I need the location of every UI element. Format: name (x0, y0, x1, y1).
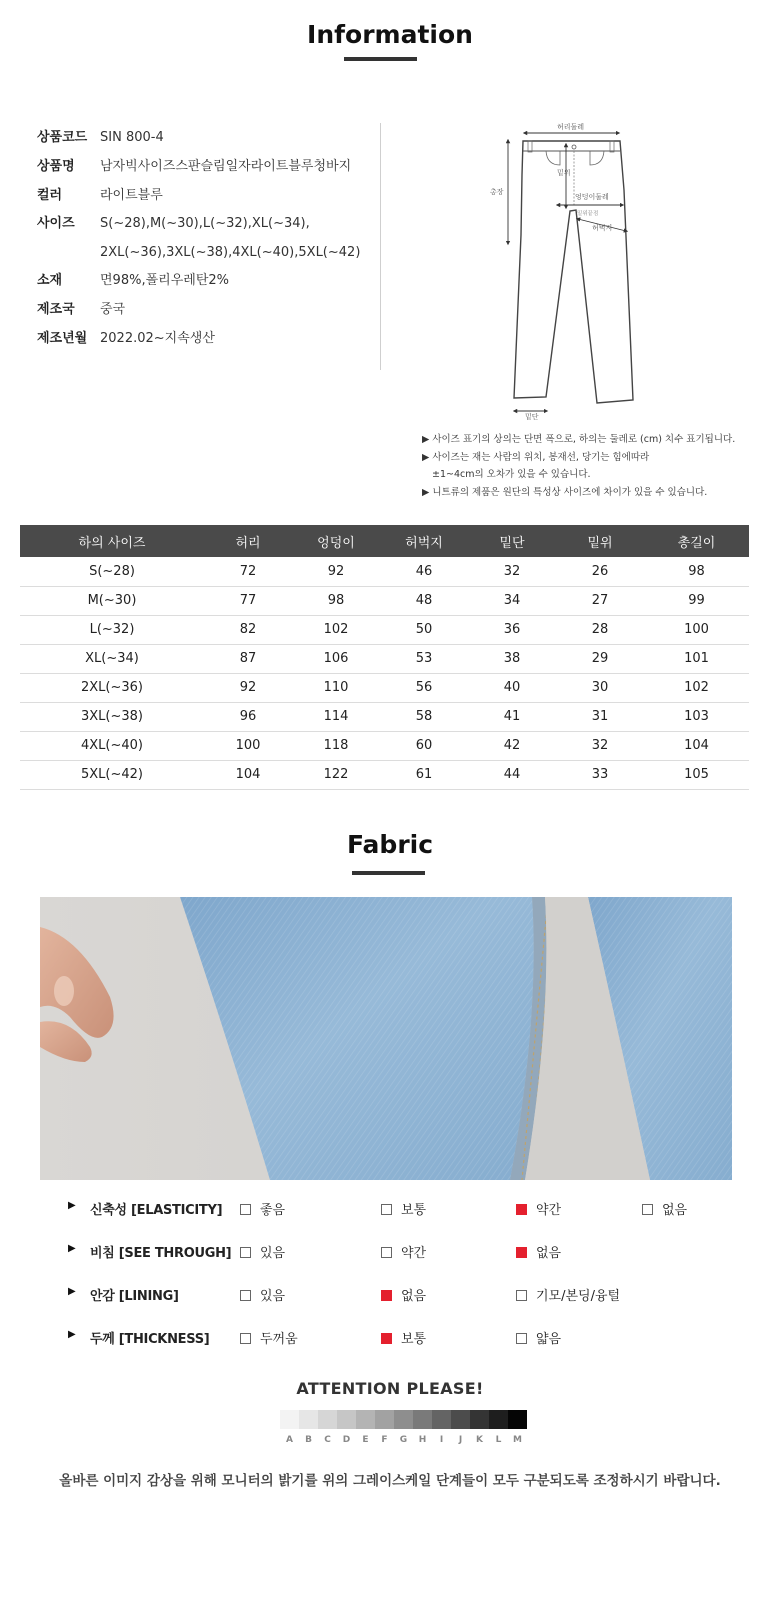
info-label: 컬러 (37, 188, 63, 203)
checkbox (516, 1333, 527, 1344)
table-cell: 102 (292, 615, 380, 644)
diagram-label-total-length: 총장 (490, 188, 504, 196)
column-header: 허벅지 (380, 525, 468, 557)
grayscale-swatch (394, 1410, 413, 1429)
info-value: S(~28),M(~30),L(~32),XL(~34), (100, 216, 310, 231)
table-cell: 61 (380, 760, 468, 789)
column-header: 밑단 (468, 525, 556, 557)
table-row (20, 731, 749, 760)
table-cell: 104 (204, 760, 292, 789)
table-row (20, 557, 749, 586)
pants-measurement-diagram (480, 115, 650, 425)
table-cell: 118 (292, 731, 380, 760)
info-value: 2022.02~지속생산 (100, 331, 215, 346)
table-cell: 87 (204, 644, 292, 673)
table-cell: 5XL(~42) (20, 760, 204, 789)
checkbox (642, 1204, 653, 1215)
table-cell: 92 (204, 673, 292, 702)
table-cell: 104 (644, 731, 749, 760)
table-row (20, 615, 749, 644)
table-cell: 102 (644, 673, 749, 702)
grayscale-swatch (337, 1410, 356, 1429)
option-none (516, 1242, 561, 1261)
option-label: 약간 (536, 1203, 562, 1218)
checkbox (240, 1290, 251, 1301)
table-cell: 105 (644, 760, 749, 789)
grayscale-swatch (299, 1410, 318, 1429)
table-cell: 30 (556, 673, 644, 702)
grayscale-letter: H (418, 1435, 427, 1445)
grayscale-swatch (432, 1410, 451, 1429)
grayscale-letter: J (458, 1435, 463, 1445)
size-table-header (20, 525, 749, 557)
option-label: 없음 (536, 1246, 562, 1261)
info-label: 제조국 (37, 302, 75, 317)
attention-title: ATTENTION PLEASE! (296, 1379, 484, 1398)
diagram-label-crotch-point: 밑위끝점 (577, 211, 599, 217)
info-label: 제조년월 (37, 331, 88, 346)
option-label: 있음 (260, 1289, 286, 1304)
checkbox (240, 1247, 251, 1258)
table-cell: 53 (380, 644, 468, 673)
option-slight (381, 1242, 426, 1261)
option-normal (381, 1328, 426, 1347)
attribute-label: 두께 [THICKNESS] (90, 1332, 210, 1347)
table-cell: 41 (468, 702, 556, 731)
table-cell: 33 (556, 760, 644, 789)
diagram-label-thigh: 허벅지 (592, 224, 613, 232)
table-cell: 77 (204, 586, 292, 615)
option-thin (516, 1328, 561, 1347)
info-value: 2XL(~36),3XL(~38),4XL(~40),5XL(~42) (100, 245, 361, 260)
grayscale-swatch (356, 1410, 375, 1429)
table-cell: 101 (644, 644, 749, 673)
option-label: 있음 (260, 1246, 286, 1261)
table-cell: XL(~34) (20, 644, 204, 673)
size-note: ±1~4cm의 오차가 있을 수 있습니다. (432, 469, 591, 480)
grayscale-letter: L (495, 1435, 502, 1445)
table-cell: M(~30) (20, 586, 204, 615)
grayscale-swatch (280, 1410, 299, 1429)
option-yes (240, 1242, 285, 1261)
option-yes (240, 1285, 285, 1304)
information-title-underline (344, 57, 417, 61)
table-cell: 92 (292, 557, 380, 586)
table-cell: 98 (644, 557, 749, 586)
table-cell: 3XL(~38) (20, 702, 204, 731)
table-cell: 27 (556, 586, 644, 615)
table-cell: 106 (292, 644, 380, 673)
grayscale-letter: I (439, 1435, 444, 1445)
option-label: 기모/본딩/융털 (536, 1289, 621, 1304)
size-note: ▶ 니트류의 제품은 원단의 특성상 사이즈에 차이가 있을 수 있습니다. (422, 486, 708, 498)
info-label: 사이즈 (37, 216, 75, 231)
denim-photo-icon (40, 897, 732, 1180)
pants-outline-icon (480, 115, 650, 425)
diagram-label-waist: 허리둘레 (557, 123, 585, 131)
info-value: SIN 800-4 (100, 130, 164, 145)
grayscale-letter: E (362, 1435, 369, 1445)
option-label: 얇음 (536, 1332, 562, 1347)
grayscale-swatch (318, 1410, 337, 1429)
diagram-label-rise: 밑위 (557, 169, 571, 177)
triangle-bullet-icon: ▶ (68, 1243, 76, 1254)
grayscale-letter: D (342, 1435, 351, 1445)
grayscale-swatch (489, 1410, 508, 1429)
triangle-bullet-icon: ▶ (68, 1200, 76, 1211)
table-row (20, 644, 749, 673)
table-cell: 38 (468, 644, 556, 673)
table-cell: 82 (204, 615, 292, 644)
triangle-bullet-icon: ▶ (68, 1286, 76, 1297)
table-cell: 98 (292, 586, 380, 615)
attribute-label: 안감 [LINING] (90, 1289, 179, 1304)
option-label: 보통 (401, 1203, 427, 1218)
table-cell: 36 (468, 615, 556, 644)
checkbox (381, 1204, 392, 1215)
checkbox-checked (381, 1290, 392, 1301)
grayscale-letter: F (381, 1435, 388, 1445)
option-slight (516, 1199, 561, 1218)
table-cell: 100 (204, 731, 292, 760)
grayscale-swatch (413, 1410, 432, 1429)
table-row (20, 673, 749, 702)
information-title: Information (307, 20, 473, 49)
grayscale-letter: M (513, 1435, 522, 1445)
checkbox (516, 1290, 527, 1301)
attention-note: 올바른 이미지 감상을 위해 모니터의 밝기를 위의 그레이스케일 단계들이 모두 구분되도록 조정하시기 바랍니다. (59, 1473, 721, 1489)
table-cell: 56 (380, 673, 468, 702)
attribute-row-thickness (68, 1328, 748, 1348)
attribute-label: 신축성 [ELASTICITY] (90, 1203, 223, 1218)
option-none (381, 1285, 426, 1304)
option-label: 좋음 (260, 1203, 286, 1218)
attribute-row-see-through (68, 1242, 748, 1262)
column-header: 엉덩이 (292, 525, 380, 557)
grayscale-swatch (470, 1410, 489, 1429)
table-cell: 32 (556, 731, 644, 760)
grayscale-letter: K (476, 1435, 483, 1445)
table-cell: 31 (556, 702, 644, 731)
grayscale-letter: G (399, 1435, 408, 1445)
grayscale-swatch (451, 1410, 470, 1429)
table-cell: 122 (292, 760, 380, 789)
table-cell: 110 (292, 673, 380, 702)
fabric-title-underline (352, 871, 425, 875)
info-label: 상품코드 (37, 130, 88, 145)
table-row (20, 760, 749, 789)
grayscale-letter: B (305, 1435, 312, 1445)
column-header: 밑위 (556, 525, 644, 557)
info-value: 면98%,폴리우레탄2% (100, 273, 229, 288)
attribute-row-elasticity (68, 1199, 748, 1219)
grayscale-letter: C (324, 1435, 331, 1445)
option-label: 보통 (401, 1332, 427, 1347)
attribute-row-lining (68, 1285, 748, 1305)
option-label: 두꺼움 (260, 1332, 298, 1347)
table-cell: 2XL(~36) (20, 673, 204, 702)
table-cell: 44 (468, 760, 556, 789)
table-row (20, 702, 749, 731)
table-cell: 40 (468, 673, 556, 702)
size-note: ▶ 사이즈 표기의 상의는 단면 폭으로, 하의는 둘레로 (cm) 치수 표기됩니다. (422, 434, 736, 445)
column-header: 허리 (204, 525, 292, 557)
attribute-label: 비침 [SEE THROUGH] (90, 1246, 232, 1261)
grayscale-swatch (508, 1410, 527, 1429)
table-cell: 100 (644, 615, 749, 644)
grayscale-letter: A (286, 1435, 293, 1445)
table-cell: 103 (644, 702, 749, 731)
grayscale-letters (280, 1435, 527, 1445)
table-cell: 72 (204, 557, 292, 586)
table-cell: 32 (468, 557, 556, 586)
table-cell: 28 (556, 615, 644, 644)
table-cell: 58 (380, 702, 468, 731)
table-cell: 50 (380, 615, 468, 644)
option-label: 없음 (662, 1203, 688, 1218)
option-none (642, 1199, 687, 1218)
info-value: 남자빅사이즈스판슬림일자라이트블루청바지 (100, 159, 352, 174)
diagram-label-hem: 밑단 (525, 413, 539, 421)
info-label: 상품명 (37, 159, 75, 174)
info-value: 라이트블루 (100, 188, 163, 203)
triangle-bullet-icon: ▶ (68, 1329, 76, 1340)
grayscale-swatch (375, 1410, 394, 1429)
fabric-title: Fabric (346, 830, 434, 859)
column-header: 총길이 (644, 525, 749, 557)
option-label: 없음 (401, 1289, 427, 1304)
divider-line (380, 123, 381, 370)
table-cell: 34 (468, 586, 556, 615)
size-note: ▶ 사이즈는 재는 사람의 위치, 봉재선, 당기는 힘에따라 (422, 451, 650, 463)
info-value: 중국 (100, 302, 126, 317)
table-cell: 96 (204, 702, 292, 731)
table-cell: 29 (556, 644, 644, 673)
table-cell: 48 (380, 586, 468, 615)
info-label: 소재 (37, 273, 63, 288)
checkbox-checked (516, 1247, 527, 1258)
table-cell: 4XL(~40) (20, 731, 204, 760)
table-row (20, 586, 749, 615)
checkbox (240, 1333, 251, 1344)
table-cell: 60 (380, 731, 468, 760)
column-header: 하의 사이즈 (20, 525, 204, 557)
option-normal (381, 1199, 426, 1218)
size-table (20, 525, 749, 790)
checkbox (240, 1204, 251, 1215)
denim-fabric-photo (40, 897, 732, 1180)
size-notes (422, 431, 735, 501)
table-cell: 114 (292, 702, 380, 731)
option-thick (240, 1328, 298, 1347)
option-label: 약간 (401, 1246, 427, 1261)
checkbox (381, 1247, 392, 1258)
table-cell: 42 (468, 731, 556, 760)
table-cell: 46 (380, 557, 468, 586)
checkbox-checked (381, 1333, 392, 1344)
table-cell: 99 (644, 586, 749, 615)
diagram-label-hip: 엉덩이둘레 (575, 193, 609, 201)
table-cell: 26 (556, 557, 644, 586)
option-brushed (516, 1285, 620, 1304)
table-cell: S(~28) (20, 557, 204, 586)
checkbox-checked (516, 1204, 527, 1215)
table-cell: L(~32) (20, 615, 204, 644)
grayscale-bar (280, 1410, 527, 1429)
option-good (240, 1199, 285, 1218)
